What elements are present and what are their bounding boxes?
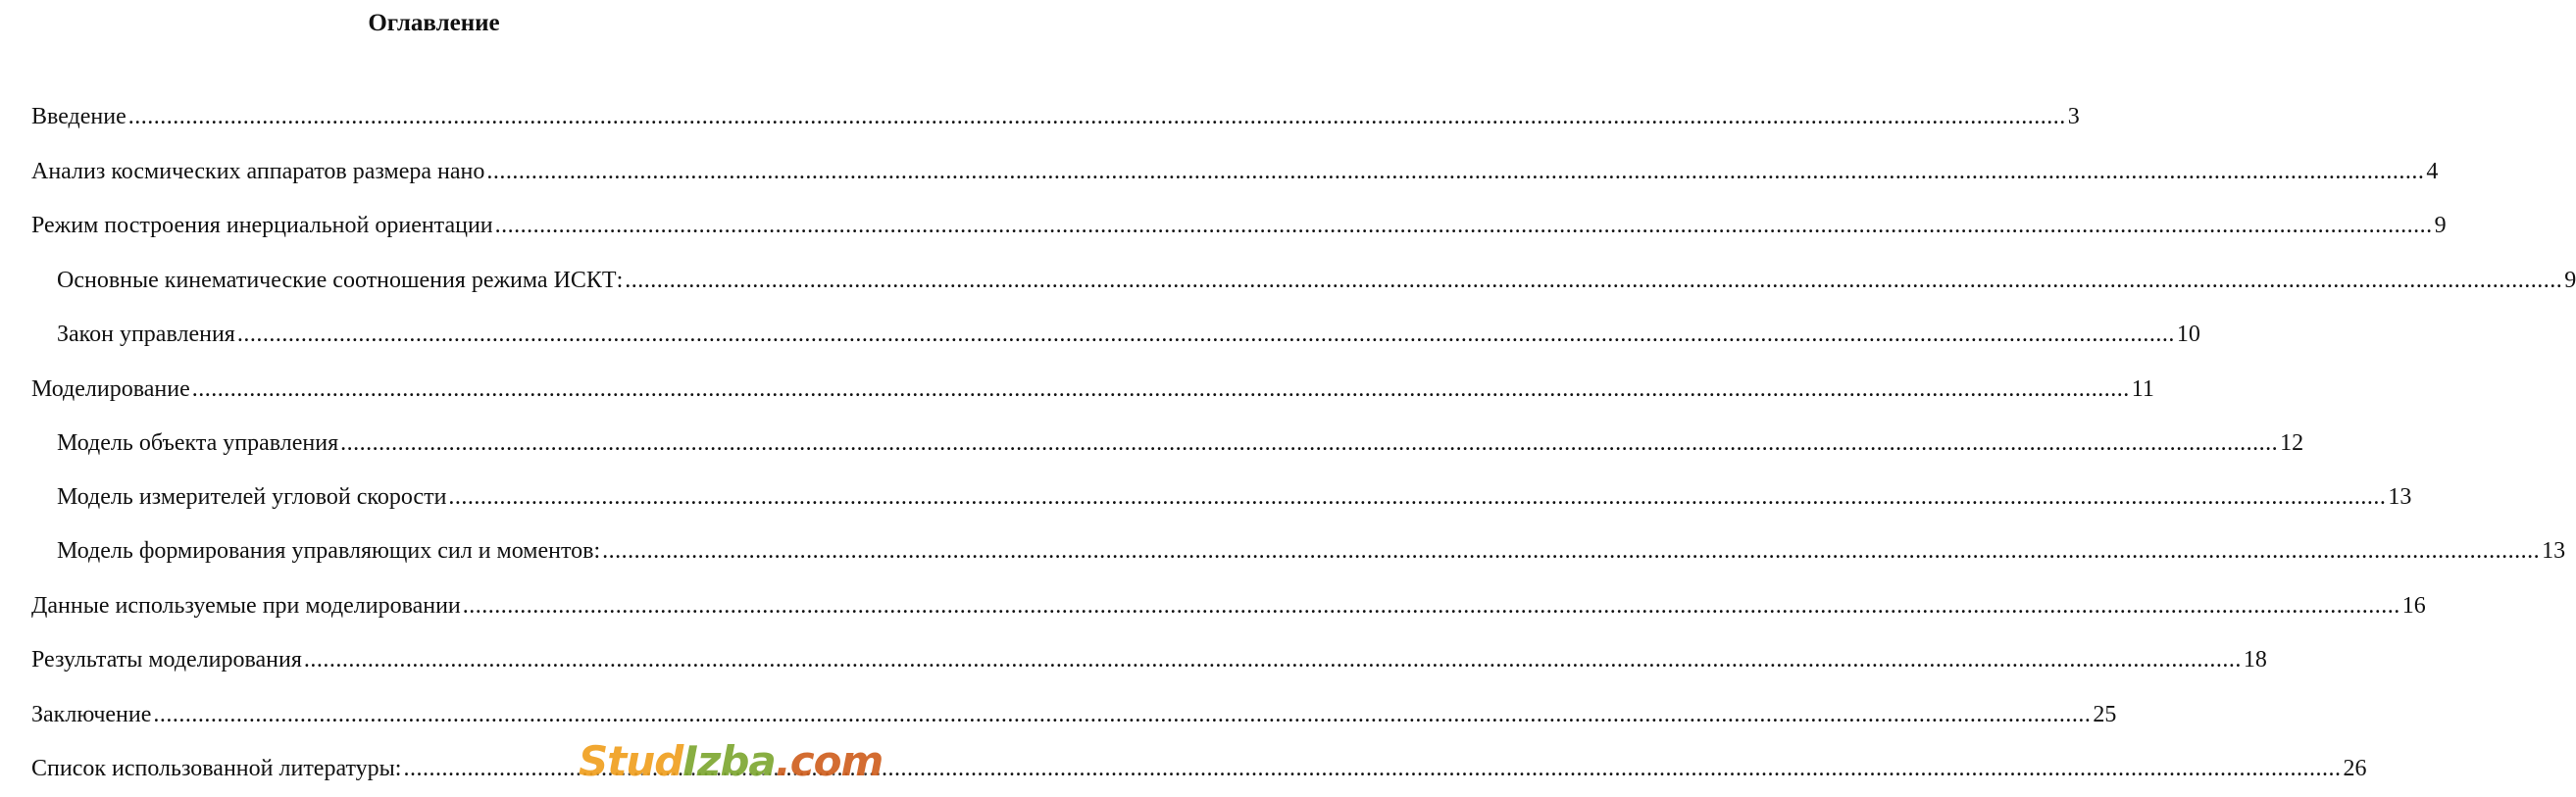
toc-page-number: 11 <box>2131 376 2154 402</box>
toc-leader-dots <box>237 319 2175 350</box>
toc-leader-dots <box>463 590 2400 622</box>
toc-entry-text: Режим построения инерциальной ориентации <box>31 213 493 238</box>
toc-page-number: 26 <box>2343 756 2367 781</box>
toc-entry-text: Данные используемые при моделировании <box>31 593 461 619</box>
toc-leader-dots <box>192 374 2130 405</box>
toc-entry-control-forces-model[interactable] <box>57 535 2566 567</box>
toc-page-number: 18 <box>2243 647 2267 672</box>
toc-leader-dots <box>448 481 2386 513</box>
toc-page-number: 9 <box>2564 268 2576 293</box>
toc-entry-text: Список использованной литературы: <box>31 756 402 781</box>
toc-page-number: 4 <box>2426 159 2439 184</box>
toc-entry-intro[interactable] <box>31 101 2080 132</box>
toc-leader-dots <box>304 644 2242 675</box>
toc-entry-text: Анализ космических аппаратов размера нано <box>31 159 485 184</box>
toc-entry-text: Модель формирования управляющих сил и моментов: <box>57 538 601 564</box>
studizba-watermark-logo <box>579 737 883 785</box>
watermark-part-stud: Stud <box>579 737 683 785</box>
toc-entry-control-object-model[interactable] <box>57 427 2304 459</box>
page-title: Оглавление <box>368 10 500 36</box>
toc-entry-control-law[interactable] <box>57 319 2200 350</box>
watermark-part-com: .com <box>775 737 884 785</box>
toc-page-number: 13 <box>2542 538 2566 564</box>
toc-page-number: 3 <box>2067 104 2080 129</box>
toc-entry-modeling[interactable] <box>31 374 2154 405</box>
watermark-part-izba: Izba <box>682 737 776 785</box>
toc-entry-kinematic-relations[interactable] <box>57 265 2576 296</box>
toc-entry-modeling-data[interactable] <box>31 590 2426 622</box>
toc-leader-dots <box>128 101 2066 132</box>
toc-entry-inertial-orientation[interactable] <box>31 210 2447 241</box>
toc-entry-text: Закон управления <box>57 322 235 347</box>
toc-entry-text: Модель объекта управления <box>57 430 339 456</box>
toc-entry-text: Модель измерителей угловой скорости <box>57 484 447 510</box>
toc-entry-angular-rate-model[interactable] <box>57 481 2412 513</box>
toc-entry-analysis[interactable] <box>31 156 2439 187</box>
toc-page-number: 25 <box>2093 702 2117 727</box>
toc-entry-conclusion[interactable] <box>31 699 2117 730</box>
toc-leader-dots <box>625 265 2562 296</box>
toc-entry-text: Основные кинематические соотношения режима ИСКТ: <box>57 268 624 293</box>
toc-leader-dots <box>153 699 2091 730</box>
toc-entry-modeling-results[interactable] <box>31 644 2267 675</box>
toc-page-number: 12 <box>2280 430 2304 456</box>
toc-page-number: 9 <box>2434 213 2447 238</box>
toc-page-number: 10 <box>2176 322 2200 347</box>
toc-entry-text: Заключение <box>31 702 152 727</box>
toc-leader-dots <box>495 210 2433 241</box>
toc-leader-dots <box>340 427 2278 459</box>
toc-leader-dots <box>486 156 2424 187</box>
toc-leader-dots <box>602 535 2540 567</box>
toc-entry-text: Моделирование <box>31 376 190 402</box>
toc-entry-text: Результаты моделирования <box>31 647 302 672</box>
toc-page-number: 13 <box>2388 484 2412 510</box>
toc-entry-text: Введение <box>31 104 126 129</box>
toc-page-number: 16 <box>2401 593 2426 619</box>
